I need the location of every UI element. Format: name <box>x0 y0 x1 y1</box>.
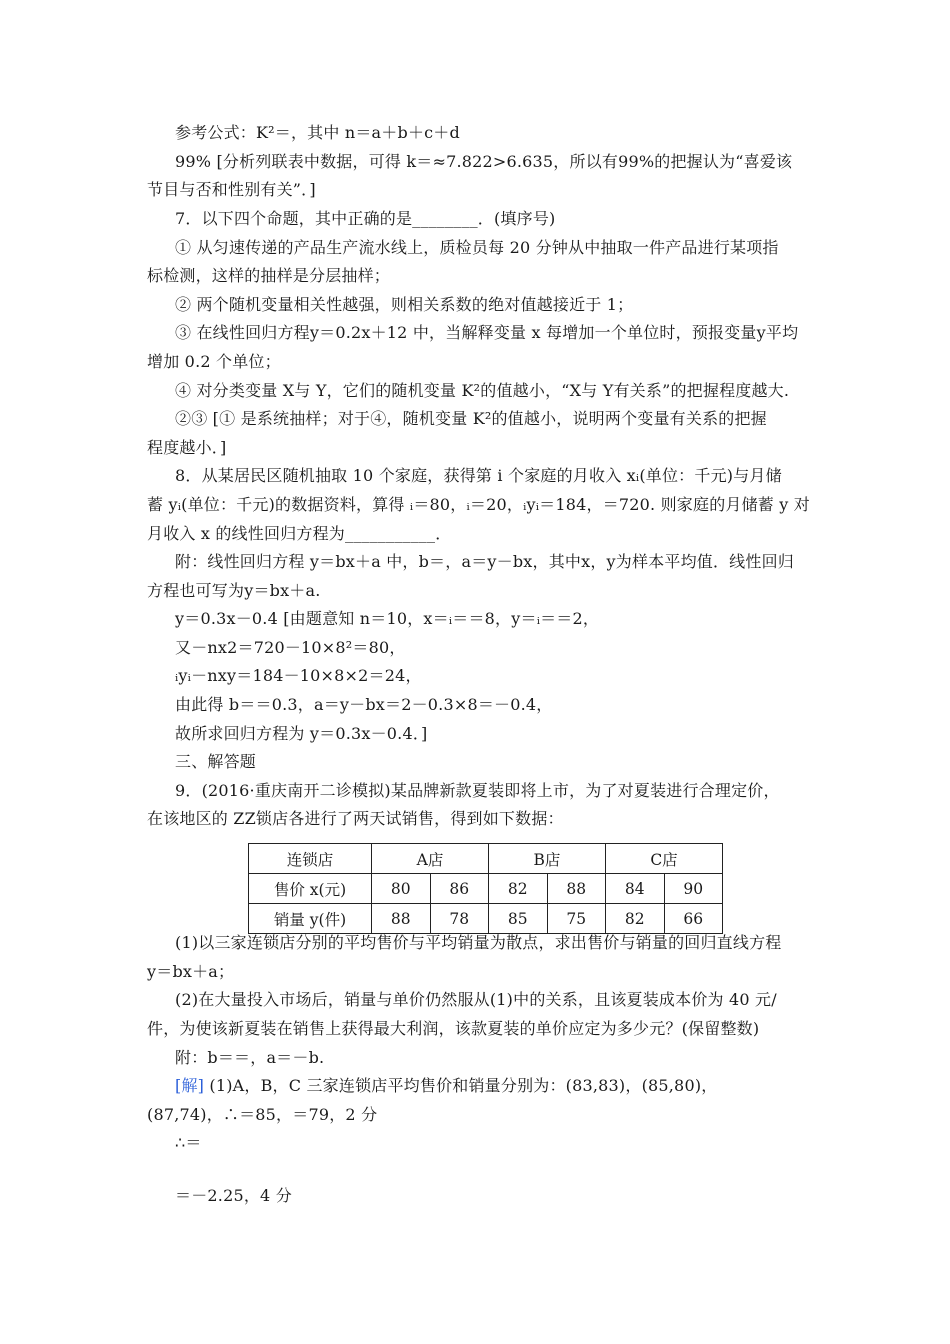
answer-8-line-5: 故所求回归方程为 y＝0.3x－0.4．] <box>175 724 428 743</box>
q9-note: 附：b＝＝，a＝－b. <box>175 1048 325 1067</box>
table-cell: 90 <box>664 874 723 904</box>
solution-line-4: ＝－2.25，4 分 <box>175 1186 292 1205</box>
table-cell: 88 <box>372 904 431 934</box>
q9-part-1-line-2: y＝bx＋a； <box>147 962 235 981</box>
table-cell: 66 <box>664 904 723 934</box>
question-8-line-1: 8．从某居民区随机抽取 10 个家庭，获得第 i 个家庭的月收入 xᵢ(单位：千元)与月储 <box>175 466 782 485</box>
q9-part-1-line-1: (1)以三家连锁店分别的平均售价与平均销量为散点，求出售价与销量的回归直线方程 <box>175 933 782 952</box>
table-cell: 80 <box>372 874 431 904</box>
q9-part-2-line-2: 件，为使该新夏装在销售上获得最大利润，该款夏装的单价应定为多少元？(保留整数) <box>147 1019 760 1038</box>
question-8-line-3: 月收入 x 的线性回归方程为___________． <box>147 524 452 543</box>
table-cell: 86 <box>430 874 489 904</box>
table-cell: 82 <box>606 904 665 934</box>
answer-7-line-2: 程度越小．] <box>147 438 227 457</box>
table-row <box>249 904 723 934</box>
question-9-line-1: 9．(2016·重庆南开二诊模拟)某品牌新款夏装即将上市，为了对夏装进行合理定价， <box>175 781 780 800</box>
table-cell: 84 <box>606 874 665 904</box>
table-header-cell: C店 <box>606 844 723 874</box>
table-cell: 82 <box>489 874 548 904</box>
answer-8-line-1: y＝0.3x－0.4 [由题意知 n＝10，x＝ᵢ＝＝8，y＝ᵢ＝＝2， <box>175 609 600 628</box>
answer-6-line-1: 99% [分析列联表中数据，可得 k＝≈7.822>6.635，所以有99%的把握认为“喜爱该 <box>175 152 793 171</box>
q7-option-1-line-1: ① 从匀速传递的产品生产流水线上，质检员每 20 分钟从中抽取一件产品进行某项指 <box>175 238 779 257</box>
solution-text: (1)A，B，C 三家连锁店平均售价和销量分别为：(83,83)，(85,80)， <box>204 1076 718 1095</box>
answer-8-line-2: 又－nx2＝720－10×8²＝80， <box>175 638 406 657</box>
q8-note-line-1: 附：线性回归方程 y＝bx＋a 中，b＝，a＝y－bx，其中x，y为样本平均值．线性回归 <box>175 552 794 571</box>
solution-line-2: (87,74)，∴＝85，＝79，2 分 <box>147 1105 378 1124</box>
table-row <box>249 874 723 904</box>
table-cell: 78 <box>430 904 489 934</box>
solution-tag: [解] <box>175 1076 205 1095</box>
table-row-label: 售价 x(元) <box>249 874 372 904</box>
table-header-cell: A店 <box>372 844 489 874</box>
question-7: 7．以下四个命题，其中正确的是________．(填序号) <box>175 209 556 228</box>
q7-option-3-line-2: 增加 0.2 个单位； <box>147 352 281 371</box>
table-header-cell: 连锁店 <box>249 844 372 874</box>
question-8-line-2: 蓄 yᵢ(单位：千元)的数据资料，算得 ᵢ＝80，ᵢ＝20，ᵢyᵢ＝184，＝720. 则家庭的月储蓄 y 对 <box>147 495 811 514</box>
solution-line-1 <box>175 1074 717 1098</box>
q9-part-2-line-1: (2)在大量投入市场后，销量与单价仍然服从(1)中的关系，且该夏装成本价为 40 元/ <box>175 990 777 1009</box>
formula-reference: 参考公式：K²＝，其中 n＝a＋b＋c＋d <box>175 123 460 142</box>
q7-option-4: ④ 对分类变量 X与 Y，它们的随机变量 K²的值越小，“X与 Y有关系”的把握程度越大. <box>175 381 790 400</box>
table-cell: 85 <box>489 904 548 934</box>
q8-note-line-2: 方程也可写为y＝bx＋a. <box>147 581 321 600</box>
answer-8-line-4: 由此得 b＝＝0.3，a＝y－bx＝2－0.3×8＝－0.4， <box>175 695 553 714</box>
question-9-line-2: 在该地区的 ZZ锁店各进行了两天试销售，得到如下数据： <box>147 809 564 828</box>
q7-option-1-line-2: 标检测，这样的抽样是分层抽样； <box>147 266 391 285</box>
answer-6-line-2: 节目与否和性别有关”．] <box>147 180 316 199</box>
table-row-label: 销量 y(件) <box>249 904 372 934</box>
section-heading: 三、解答题 <box>175 752 257 771</box>
solution-line-3: ∴＝ <box>175 1133 202 1152</box>
q7-option-3-line-1: ③ 在线性回归方程y＝0.2x＋12 中，当解释变量 x 每增加一个单位时，预报变量y平均 <box>175 323 799 342</box>
sales-table <box>248 843 723 934</box>
table-header-cell: B店 <box>489 844 606 874</box>
table-cell: 88 <box>547 874 606 904</box>
table-cell: 75 <box>547 904 606 934</box>
q7-option-2: ② 两个随机变量相关性越强，则相关系数的绝对值越接近于 1； <box>175 295 634 314</box>
answer-7-line-1: ②③ [① 是系统抽样；对于④，随机变量 K²的值越小，说明两个变量有关系的把握 <box>175 409 767 428</box>
answer-8-line-3: ᵢyᵢ－nxy＝184－10×8×2＝24， <box>175 666 422 685</box>
table-header-row <box>249 844 723 874</box>
